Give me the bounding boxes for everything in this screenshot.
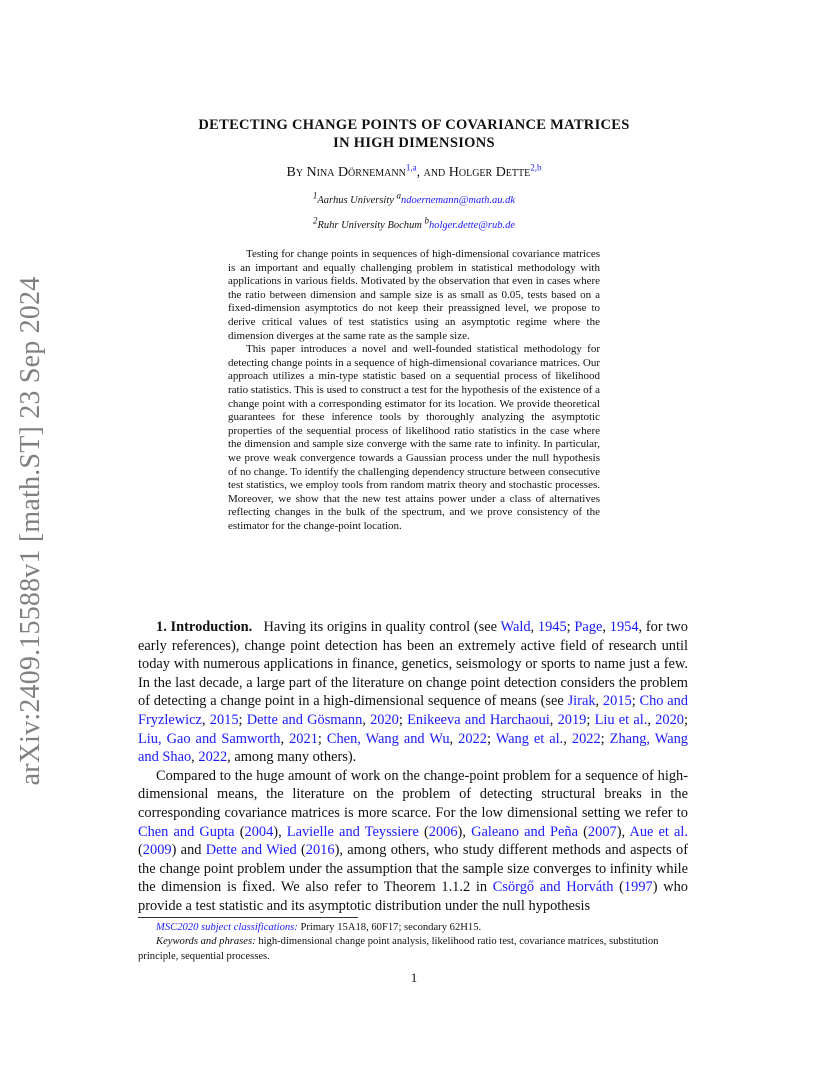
abstract-paragraph: This paper introduces a novel and well-founded statistical methodology for detecting change points in a sequence of high-dimensional covariance matrices. Our approach utilizes a min-type statistic based on a sequential process of likelihood ratio statistics. This is used to construct a test for the hypothesis of the existence of a change point with a corresponding estimator for its location. We provide theoretical guarantees for these inference tools by thoroughly analyzing the asymptotic properties of the sequential process of likelihood ratio statistics in the case where the dimension and sample size converge with the same rate to infinity. In particular, we prove weak convergence towards a Gaussian process under the null hypothesis of no change. To identify the challenging dependency structure between consecutive test statistics, we employ tools from random matrix theory and stochastic processes. Moreover, we show that the new test attains power under a class of alternatives reflecting changes in the bulk of the spectrum, and we prove consistency of the estimator for the change-point location.: [228, 343, 600, 532]
citation-link[interactable]: 2021: [289, 730, 318, 747]
author-2-mark[interactable]: 2,b: [530, 162, 542, 173]
citation-link[interactable]: Chen and Gupta: [138, 823, 235, 840]
author-1-mark[interactable]: 1,a: [405, 162, 417, 173]
citation-link[interactable]: Page: [574, 619, 603, 635]
citation-link[interactable]: 2022: [571, 730, 601, 747]
citation-link[interactable]: 2004: [244, 823, 274, 840]
intro-paragraph-1: 1. Introduction. Having its origins in quality control (see Wald, 1945; Page, 1954, for two early references), change point detection has been an extremely active field of research until today with numerous applications in finance, genetics, seismology or sports to name just a few. In the last decade, a large part of the literature on change point detection considers the problem of detecting a change point in a high-dimensional sequence of means (see Jirak, 2015; Cho and Fryzlewicz, 2015; Dette and Gösmann, 2020; Enikeeva and Harchaoui, 2019; Liu et al., 2020; Liu, Gao and Samworth, 2021; Chen, Wang and Wu, 2022; Wang et al., 2022; Zhang, Wang and Shao, 2022, among many others).: [138, 619, 689, 766]
introduction-section: [138, 618, 688, 916]
arxiv-identifier: arXiv:2409.15588v1 [math.ST] 23 Sep 2024: [15, 276, 46, 786]
citation-link[interactable]: Zhang, Wang and Shao: [138, 730, 688, 766]
section-heading: 1. Introduction.: [156, 619, 253, 635]
citation-link[interactable]: Galeano and Peña: [471, 823, 578, 840]
email-link[interactable]: ndoernemann@math.au.dk: [401, 195, 516, 206]
keywords-footnote: Keywords and phrases: high-dimensional change point analysis, likelihood ratio test, covariance matrices, substitution principle, sequential processes.: [138, 936, 659, 962]
citation-link[interactable]: Aue et al.: [629, 823, 689, 840]
citation-link[interactable]: 2016: [305, 842, 335, 859]
msc-footnote: MSC2020 subject classifications: Primary 15A18, 60F17; secondary 62H15.: [156, 922, 482, 933]
citation-link[interactable]: 2015: [602, 693, 632, 710]
footnotes: [138, 921, 688, 964]
abstract-paragraph: Testing for change points in sequences of high-dimensional covariance matrices is an important and equally challenging problem in statistical methodology with applications in various fields. Motivated by the observation that even in cases where the ratio between dimension and sample size is as small as 0.05, tests based on a fixed-dimension asymptotics do not keep their preassigned level, we propose to derive critical values of test statistics using an asymptotic regime where the dimension diverges at the same rate as the sample size.: [228, 248, 600, 342]
msc-link[interactable]: MSC2020 subject classifications:: [156, 922, 298, 933]
citation-link[interactable]: Dette and Gösmann: [246, 711, 363, 728]
author-line: [138, 162, 690, 181]
citation-link[interactable]: 2007: [587, 823, 617, 840]
citation-link[interactable]: 2009: [142, 842, 172, 859]
citation-link[interactable]: 2022: [198, 749, 228, 766]
citation-link[interactable]: 1945: [537, 619, 567, 635]
arxiv-sidebar: [11, 272, 51, 790]
citation-link[interactable]: 2020: [370, 711, 399, 728]
citation-link[interactable]: 2015: [209, 711, 239, 728]
citation-link[interactable]: Enikeeva and Harchaoui: [407, 711, 550, 728]
citation-link[interactable]: 2006: [428, 823, 458, 840]
citation-link[interactable]: Cho and Fryzlewicz: [138, 693, 688, 728]
intro-paragraph-2: Compared to the huge amount of work on the change-point problem for a sequence of high-dimensional means, the literature on the problem of detecting structural breaks in the corresponding covariance matrices is more scarce. For the low dimensional setting we refer to Chen and Gupta (2004), Lavielle and Teyssiere (2006), Galeano and Peña (2007), Aue et al. (2009) and Dette and Wied (2016), among others, who study different methods and aspects of the change point problem under the assumption that the sample size converges to infinity while the dimension is fixed. We also refer to Theorem 1.1.2 in Csörgő and Horváth (1997) who provide a test statistic and its asymptotic distribution under the null hypothesis: [138, 767, 689, 914]
citation-link[interactable]: 2020: [655, 711, 684, 728]
citation-link[interactable]: Chen, Wang and Wu: [326, 730, 450, 747]
citation-link[interactable]: Wang et al.: [495, 730, 564, 747]
citation-link[interactable]: 1997: [623, 879, 653, 896]
abstract: [228, 248, 600, 533]
author-2: , and Holger Dette: [416, 165, 531, 180]
page-number: 1: [410, 970, 418, 985]
email-link[interactable]: holger.dette@rub.de: [428, 220, 516, 231]
citation-link[interactable]: Lavielle and Teyssiere: [286, 823, 419, 840]
citation-link[interactable]: 2019: [557, 711, 587, 728]
citation-link[interactable]: 2022: [458, 730, 487, 747]
paper-title: [138, 116, 690, 152]
author-1: By Nina Dörnemann: [286, 165, 406, 180]
citation-link[interactable]: Wald: [500, 619, 531, 635]
citation-link[interactable]: Liu et al.: [594, 711, 648, 728]
title-line-2: IN HIGH DIMENSIONS: [333, 135, 495, 151]
affiliation-1: $^1$Aarhus University $^a$ndoernemann@math.au.dk: [312, 190, 516, 206]
citation-link[interactable]: 1954: [609, 619, 639, 635]
citation-link[interactable]: Liu, Gao and Samworth: [138, 730, 281, 747]
citation-link[interactable]: Dette and Wied: [205, 842, 297, 859]
citation-link[interactable]: Csörgő and Horváth: [492, 879, 614, 896]
citation-link[interactable]: Jirak: [567, 693, 596, 710]
affiliation-2: $^2$Ruhr University Bochum $^b$holger.dette@rub.de: [312, 215, 516, 231]
footnote-rule: [138, 917, 358, 918]
title-line-1: DETECTING CHANGE POINTS OF COVARIANCE MATRICES: [198, 117, 630, 133]
